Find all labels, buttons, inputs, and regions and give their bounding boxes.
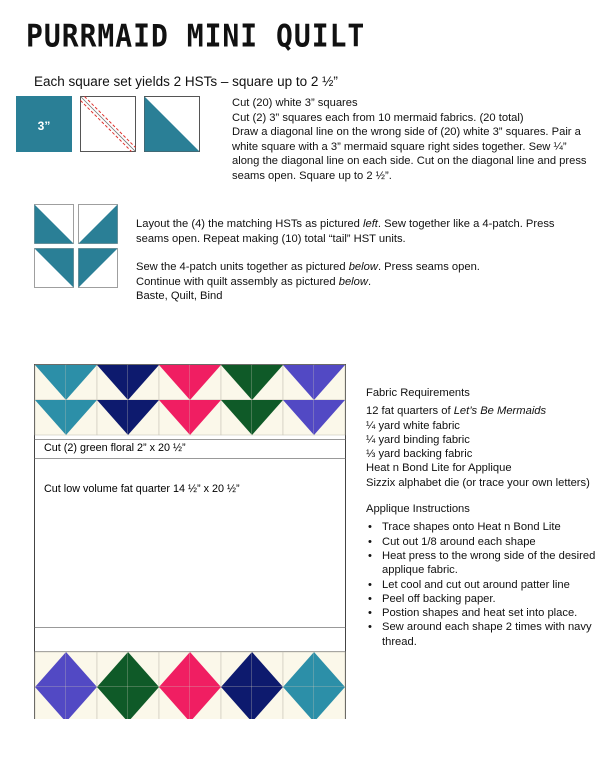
layout-instructions xyxy=(136,217,556,304)
fabric-heading: Fabric Requirements xyxy=(366,387,470,399)
subtitle: Each square set yields 2 HSTs – square up to 2 ½” xyxy=(34,74,338,89)
hst-tr xyxy=(79,205,118,244)
layout-step-1: Layout the (4) the matching HSTs as pictured left. Sew together like a 4-patch. Press seams open. Repeat making (10) total “tail” HST units. xyxy=(136,218,555,245)
tail-unit-navy xyxy=(221,652,283,719)
fabric-item: ⅓ yard backing fabric xyxy=(366,448,473,461)
quilt-diagram xyxy=(34,364,346,719)
hst-bl xyxy=(35,249,74,288)
layout-step-4: Baste, Quilt, Bind xyxy=(136,290,223,302)
layout-step-2: Sew the 4-patch units together as pictured below. Press seams open. xyxy=(136,261,480,273)
fabric-requirements xyxy=(366,386,596,649)
tail-unit-green xyxy=(97,652,159,719)
hst-diagram xyxy=(16,96,226,156)
fabric-item: ¼ yard white fabric xyxy=(366,419,460,432)
applique-step: • Trace shapes onto Heat n Bond Lite xyxy=(366,520,596,534)
applique-step: • Cut out 1/8 around each shape xyxy=(366,535,596,549)
applique-heading: Applique Instructions xyxy=(366,503,470,516)
hst-br xyxy=(79,249,118,288)
bottom-tail-row xyxy=(35,652,345,719)
tail-unit-purple xyxy=(35,652,97,719)
green-strip-label: Cut (2) green floral 2” x 20 ½” xyxy=(44,442,186,454)
tail-unit-tail_teal xyxy=(283,652,345,719)
tail-unit-pink xyxy=(159,365,221,435)
fabric-item: Heat n Bond Lite for Applique xyxy=(366,462,512,475)
hst-tl xyxy=(35,205,74,244)
fabric-fat-quarters: 12 fat quarters of Let’s Be Mermaids xyxy=(366,405,547,418)
applique-step: • Let cool and cut out around patter line xyxy=(366,578,596,592)
four-patch-unit xyxy=(34,204,122,288)
cut-step-3: Draw a diagonal line on the wrong side of (20) white 3” squares. Pair a white square with a 3” mermaid square right sides together. Sew ¼” along the diagonal line on each side. Cut on the diagonal line and press seams open. Square up to 2 ½”. xyxy=(232,126,587,182)
low-volume-label: Cut low volume fat quarter 14 ½” x 20 ½” xyxy=(44,483,240,495)
square-size-label: 3” xyxy=(37,119,51,133)
applique-step: • Sew around each shape 2 times with navy thread. xyxy=(366,620,596,649)
tail-unit-green xyxy=(221,365,283,435)
applique-steps xyxy=(366,520,596,649)
top-tail-row xyxy=(35,365,345,435)
tail-unit-tail_teal xyxy=(35,365,97,435)
applique-step: • Heat press to the wrong side of the desired applique fabric. xyxy=(366,549,596,578)
fabric-item: Sizzix alphabet die (or trace your own letters) xyxy=(366,476,590,489)
cut-step-1: Cut (20) white 3” squares xyxy=(232,97,358,109)
tail-unit-purple xyxy=(283,365,345,435)
tail-unit-navy xyxy=(97,365,159,435)
applique-step: • Postion shapes and heat set into place. xyxy=(366,606,596,620)
layout-step-3: Continue with quilt assembly as pictured below. xyxy=(136,275,372,288)
tail-unit-pink xyxy=(159,652,221,719)
page-title: PURRMAID MINI QUILT xyxy=(26,18,366,55)
fabric-item: ¼ yard binding fabric xyxy=(366,433,470,446)
cut-step-2: Cut (2) 3” squares each from 10 mermaid fabrics. (20 total) xyxy=(232,111,524,124)
cut-instructions xyxy=(232,96,592,183)
applique-step: • Peel off backing paper. xyxy=(366,592,596,606)
